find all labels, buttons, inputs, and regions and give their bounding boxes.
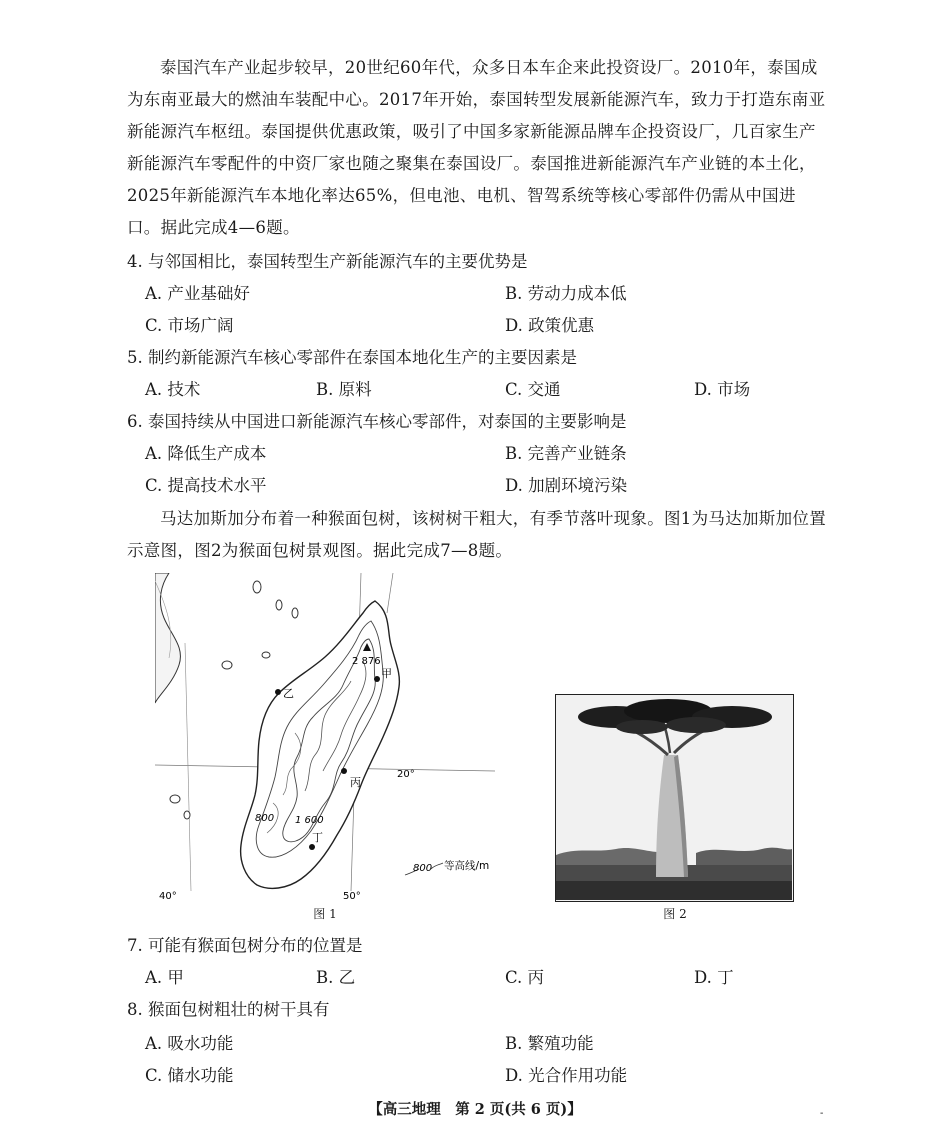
peak-elevation-label: 2 876 [352,656,381,667]
question-5-option-b: B. 原料 [316,380,372,399]
question-6-option-c: C. 提高技术水平 [145,476,267,495]
question-4-option-d: D. 政策优惠 [505,316,595,335]
corner-mark: - [820,1108,824,1119]
point-ding-label: 丁 [312,831,323,844]
point-ding [309,844,315,850]
question-8-option-a: A. 吸水功能 [145,1034,234,1053]
question-4-stem: 4. 与邻国相比，泰国转型生产新能源汽车的主要优势是 [127,252,528,271]
question-8-stem: 8. 猴面包树粗壮的树干具有 [127,1000,330,1019]
madagascar-map [155,573,495,903]
page-footer: 【高三地理 第 2 页(共 6 页)】 [368,1101,582,1118]
question-8-option-d: D. 光合作用功能 [505,1066,628,1085]
question-6-option-b: B. 完善产业链条 [505,444,627,463]
contour-1600-label: 1 600 [295,815,324,826]
question-8-option-c: C. 储水功能 [145,1066,234,1085]
latitude-20-label: 20° [397,769,415,780]
question-7-option-c: C. 丙 [505,968,545,987]
question-5-option-a: A. 技术 [145,380,201,399]
question-4-option-b: B. 劳动力成本低 [505,284,627,303]
figure-1-caption: 图 1 [313,907,337,921]
question-7-option-b: B. 乙 [316,968,356,987]
baobab-photo [555,694,794,902]
point-bing [341,768,347,774]
legend-text: 等高线/m [444,860,490,872]
point-jia [374,676,380,682]
point-yi-label: 乙 [283,687,294,700]
question-4-option-c: C. 市场广阔 [145,316,234,335]
point-yi [275,689,281,695]
question-8-option-b: B. 繁殖功能 [505,1034,594,1053]
question-4-option-a: A. 产业基础好 [145,284,250,303]
point-jia-label: 甲 [381,667,392,680]
question-6-option-d: D. 加剧环境污染 [505,476,628,495]
contour-800-label: 800 [255,813,275,824]
passage-7-8: 马达加斯加分布着一种猴面包树，该树树干粗大，有季节落叶现象。图1为马达加斯加位置示意图，图2为猴面包树景观图。据此完成7—8题。 [127,509,826,560]
longitude-40-label: 40° [159,891,177,902]
question-6-option-a: A. 降低生产成本 [145,444,267,463]
question-7-stem: 7. 可能有猴面包树分布的位置是 [127,936,363,955]
question-5-stem: 5. 制约新能源汽车核心零部件在泰国本地化生产的主要因素是 [127,348,577,367]
question-7-option-a: A. 甲 [145,968,184,987]
point-bing-label: 丙 [350,776,361,789]
question-5-option-d: D. 市场 [694,380,751,399]
question-6-stem: 6. 泰国持续从中国进口新能源汽车核心零部件，对泰国的主要影响是 [127,412,627,431]
contour-legend-icon [431,863,443,869]
question-5-option-c: C. 交通 [505,380,561,399]
question-7-option-d: D. 丁 [694,968,734,987]
passage-4-6: 泰国汽车产业起步较早，20世纪60年代，众多日本车企来此投资设厂。2010年，泰国成为东南亚最大的燃油车装配中心。2017年开始，泰国转型发展新能源汽车，致力于打造东南亚新能源汽车枢纽。泰国提供优惠政策，吸引了中国多家新能源品牌车企投资设厂，几百家生产新能源汽车零配件的中资厂家也随之聚集在泰国设厂。泰国推进新能源汽车产业链的本土化，2025年新能源汽车本地化率达65%，但电池、电机、智驾系统等核心零部件仍需从中国进口。据此完成4—6题。 [127,58,826,237]
longitude-50-label: 50° [343,891,361,902]
figure-2-caption: 图 2 [663,907,687,921]
legend-value: 800 [413,863,433,874]
